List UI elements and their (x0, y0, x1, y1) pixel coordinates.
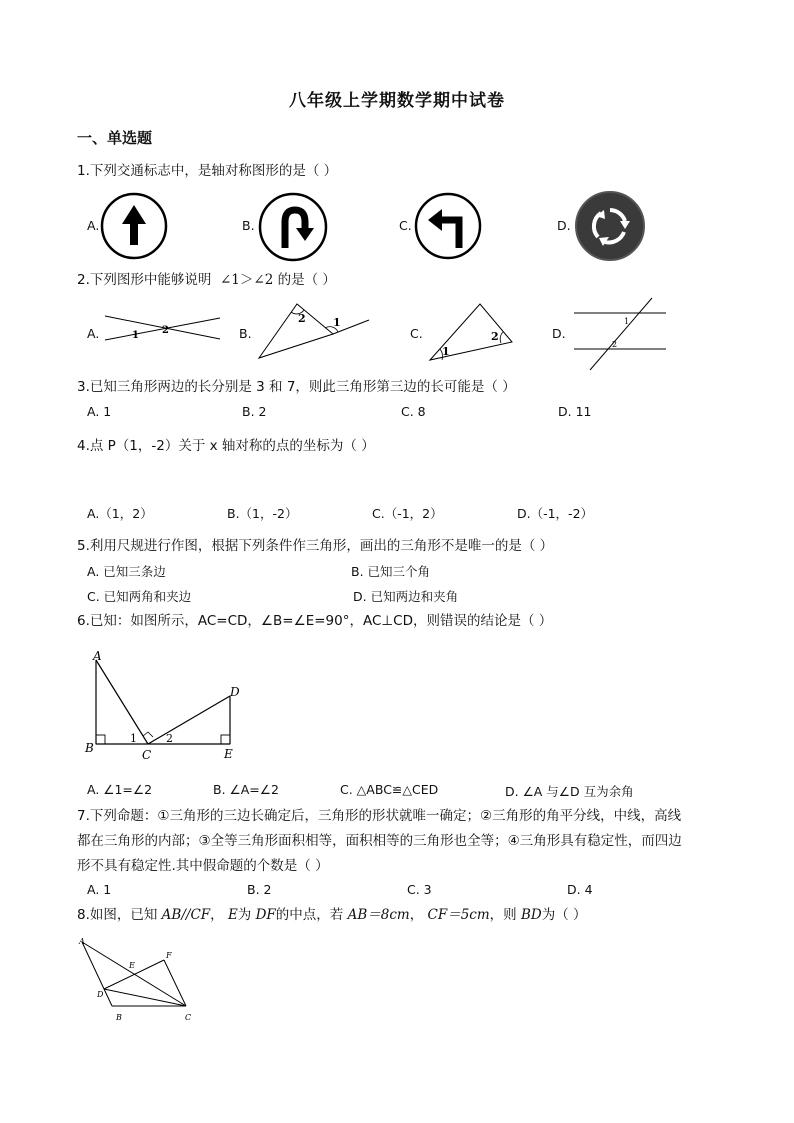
q5-option-a[interactable]: A. 已知三条边 (87, 564, 166, 579)
q8-text-3: 为 (237, 907, 256, 923)
q2c-label-1: 1 (442, 345, 450, 358)
q2-option-c[interactable]: C. (410, 326, 423, 341)
q6-figure (82, 646, 246, 768)
q2-figure-d (568, 294, 672, 374)
q1-option-d[interactable]: D. (557, 218, 571, 233)
q6-label-1: 1 (130, 732, 137, 745)
q2a-label-2: 2 (162, 325, 169, 336)
q8-label-c: C (185, 1013, 192, 1022)
q2c-label-2: 2 (491, 330, 499, 343)
q8-label-a: A (79, 937, 85, 946)
q7-option-d[interactable]: D. 4 (567, 882, 593, 897)
q4-option-a[interactable]: A.（1，2） (87, 506, 153, 521)
q7-line-2: 都在三角形的内部；③全等三角形面积相等，面积相等的三角形也全等；④三角形具有稳定性，而四边 (77, 833, 682, 849)
q1-option-b[interactable]: B. (242, 218, 255, 233)
q8-math-ab-cf: AB//CF (161, 907, 211, 923)
q2d-label-2: 2 (612, 340, 618, 349)
q6-label-c: C (142, 748, 152, 762)
q4-option-b[interactable]: B.（1，-2） (227, 506, 298, 521)
q2-stem-pre: 2.下列图形中能够说明 (77, 272, 212, 288)
q8-text-7: 为（ ） (541, 907, 587, 923)
section-heading: 一、单选题 (77, 129, 153, 147)
q6-label-2: 2 (166, 732, 173, 745)
q8-text-1: 8.如图，已知 (77, 907, 162, 923)
q8-text-4: 的中点，若 (275, 907, 348, 923)
q8-math-e: E (227, 907, 238, 923)
q2-option-d[interactable]: D. (552, 326, 566, 341)
q6-label-e: E (224, 747, 233, 761)
page-title: 八年级上学期数学期中试卷 (289, 91, 505, 111)
q7-line-3: 形不具有稳定性.其中假命题的个数是（ ） (77, 858, 329, 874)
question-6-stem: 6.已知：如图所示，AC=CD，∠B=∠E=90°，AC⊥CD，则错误的结论是（ ） (77, 613, 553, 629)
q8-math-bd: BD (520, 907, 542, 923)
question-8-stem (77, 903, 587, 927)
q6-option-c[interactable]: C. △ABC≌△CED (340, 782, 439, 797)
turn-left-sign-icon (414, 192, 482, 260)
q7-option-a[interactable]: A. 1 (87, 882, 112, 897)
q2a-label-1: 1 (132, 330, 139, 341)
question-4-stem: 4.点 P（1，-2）关于 x 轴对称的点的坐标为（ ） (77, 438, 375, 454)
u-turn-sign-icon (258, 192, 328, 262)
q8-text-6: ，则 (489, 907, 521, 923)
q6-option-d[interactable]: D. ∠A 与∠D 互为余角 (505, 784, 634, 799)
q6-option-b[interactable]: B. ∠A=∠2 (213, 782, 279, 797)
q6-label-d: D (230, 685, 240, 699)
q3-option-c[interactable]: C. 8 (401, 404, 426, 419)
question-1-stem: 1.下列交通标志中，是轴对称图形的是（ ） (77, 163, 338, 179)
q8-label-d: D (97, 990, 104, 999)
q3-option-b[interactable]: B. 2 (242, 404, 267, 419)
q8-math-df: DF (255, 907, 276, 923)
q4-option-d[interactable]: D.（-1，-2） (517, 506, 594, 521)
question-2-stem (77, 268, 336, 292)
q2b-label-2: 2 (298, 312, 306, 325)
q5-option-b[interactable]: B. 已知三个角 (351, 564, 431, 579)
roundabout-sign-icon (574, 190, 646, 262)
question-3-stem: 3.已知三角形两边的长分别是 3 和 7，则此三角形第三边的长可能是（ ） (77, 379, 516, 395)
q6-option-a[interactable]: A. ∠1=∠2 (87, 782, 153, 797)
q6-label-b: B (85, 741, 94, 755)
q8-math-ab-length: AB＝8cm (347, 907, 410, 923)
question-5-stem: 5.利用尺规进行作图，根据下列条件作三角形，画出的三角形不是唯一的是（ ） (77, 538, 554, 554)
q5-option-c[interactable]: C. 已知两角和夹边 (87, 589, 192, 604)
q8-figure (76, 934, 200, 1024)
q6-label-a: A (93, 649, 102, 663)
q2-figure-c (428, 300, 516, 364)
q2-stem-post: 的是（ ） (277, 272, 336, 288)
q2d-label-1: 1 (624, 317, 630, 326)
q7-option-b[interactable]: B. 2 (247, 882, 272, 897)
q5-option-d[interactable]: D. 已知两边和夹角 (353, 589, 459, 604)
q3-option-a[interactable]: A. 1 (87, 404, 112, 419)
q8-math-cf-length: CF＝5cm (427, 907, 490, 923)
q8-text-2: ， (210, 907, 228, 923)
q1-option-c[interactable]: C. (399, 218, 412, 233)
q7-option-c[interactable]: C. 3 (407, 882, 432, 897)
arrow-up-sign-icon (100, 192, 168, 260)
q2-figure-b (255, 300, 375, 362)
q8-label-e: E (129, 961, 135, 970)
question-7-stem (77, 804, 717, 879)
q4-option-c[interactable]: C.（-1，2） (372, 506, 443, 521)
q8-label-f: F (166, 951, 172, 960)
q8-label-b: B (116, 1013, 122, 1022)
q2-figure-a (100, 306, 225, 346)
q2-option-b[interactable]: B. (239, 326, 252, 341)
q2-option-a[interactable]: A. (87, 326, 100, 341)
q3-option-d[interactable]: D. 11 (558, 404, 592, 419)
q1-option-a[interactable]: A. (87, 218, 100, 233)
q2-stem-math: ∠1＞∠2 (219, 272, 274, 288)
q2b-label-1: 1 (333, 316, 341, 329)
q7-line-1: 7.下列命题：①三角形的三边长确定后，三角形的形状就唯一确定；②三角形的角平分线，中线，高线 (77, 808, 682, 824)
q8-text-5: ， (409, 907, 428, 923)
